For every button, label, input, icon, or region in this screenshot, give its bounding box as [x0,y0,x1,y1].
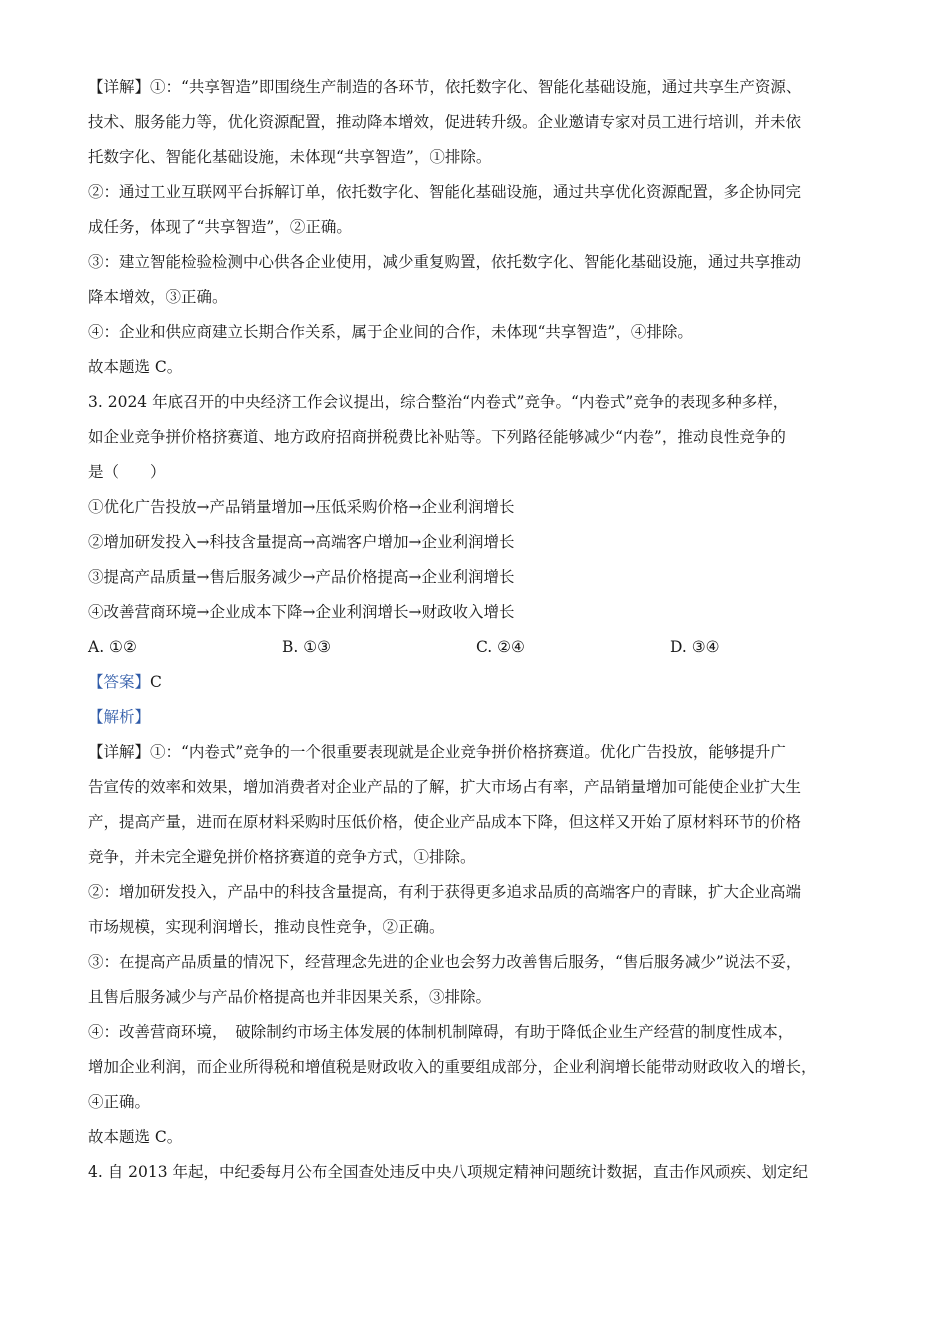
detail-line: 告宣传的效率和效果，增加消费者对企业产品的了解，扩大市场占有率，产品销量增加可能使企业扩大生 [88,778,802,796]
answer-label: 【答案】 [88,673,151,691]
question-stem: 是（ ） [88,463,166,481]
detail-line: 且售后服务减少与产品价格提高也并非因果关系，③排除。 [88,988,492,1006]
detail-line: 成任务，体现了“共享智造”，②正确。 [88,218,352,236]
detail-line: 降本增效，③正确。 [88,288,228,306]
answer-value: C [150,673,162,691]
detail-line: 【详解】①：“共享智造”即围绕生产制造的各环节，依托数字化、智能化基础设施，通过共享生产资源、 [88,78,802,96]
answer-options [88,630,864,665]
detail-line: ④正确。 [88,1093,151,1111]
question-stem: 3. 2024 年底召开的中央经济工作会议提出，综合整治“内卷式”竞争。“内卷式”竞争的表现多种多样， [88,393,789,411]
detail-line: ③：建立智能检验检测中心供各企业使用，减少重复购置，依托数字化、智能化基础设施，通过共享推动 [88,253,802,271]
question-stem: 4. 自 2013 年起，中纪委每月公布全国查处违反中央八项规定精神问题统计数据，直击作风顽疾、划定纪 [88,1163,809,1181]
detail-line: 竞争，并未完全避免拼价格挤赛道的竞争方式，①排除。 [88,848,476,866]
detail-line: 【详解】①：“内卷式”竞争的一个很重要表现就是企业竞争拼价格挤赛道。优化广告投放，能够提升广 [88,743,786,761]
statement-item: ③提高产品质量→售后服务减少→产品价格提高→企业利润增长 [88,568,515,586]
detail-line: ④：企业和供应商建立长期合作关系，属于企业间的合作，未体现“共享智造”，④排除。 [88,323,693,341]
detail-line: ③：在提高产品质量的情况下，经营理念先进的企业也会努力改善售后服务，“售后服务减少”说法不妥， [88,953,802,971]
option-a: A. ①② [88,638,137,656]
option-d: D. ③④ [670,638,720,656]
detail-line: ②：通过工业互联网平台拆解订单，依托数字化、智能化基础设施，通过共享优化资源配置，多企协同完 [88,183,802,201]
statement-item: ①优化广告投放→产品销量增加→压低采购价格→企业利润增长 [88,498,515,516]
conclusion-line: 故本题选 C。 [88,1128,183,1146]
option-c: C. ②④ [476,638,525,656]
statement-item: ④改善营商环境→企业成本下降→企业利润增长→财政收入增长 [88,603,515,621]
q2-detail-section [88,70,864,385]
conclusion-line: 故本题选 C。 [88,358,183,376]
statement-item: ②增加研发投入→科技含量提高→高端客户增加→企业利润增长 [88,533,515,551]
analysis-label: 【解析】 [88,708,151,726]
detail-line: 产，提高产量，进而在原材料采购时压低价格，使企业产品成本下降，但这样又开始了原材料环节的价格 [88,813,802,831]
question-stem: 如企业竞争拼价格挤赛道、地方政府招商拼税费比补贴等。下列路径能够减少“内卷”，推动良性竞争的 [88,428,786,446]
detail-line: 市场规模，实现利润增长，推动良性竞争，②正确。 [88,918,445,936]
detail-line: 增加企业利润，而企业所得税和增值税是财政收入的重要组成部分，企业利润增长能带动财政收入的增长， [88,1058,817,1076]
question-4 [88,1155,864,1190]
detail-line: ④：改善营商环境， 破除制约市场主体发展的体制机制障碍，有助于降低企业生产经营的制度性成本， [88,1023,794,1041]
option-b: B. ①③ [282,638,332,656]
detail-line: 托数字化、智能化基础设施，未体现“共享智造”，①排除。 [88,148,492,166]
question-3 [88,385,864,1155]
answer-line [88,665,864,700]
detail-line: ②：增加研发投入，产品中的科技含量提高，有利于获得更多追求品质的高端客户的青睐，扩大企业高端 [88,883,802,901]
detail-line: 技术、服务能力等，优化资源配置，推动降本增效，促进转升级。企业邀请专家对员工进行培训，并未依 [88,113,802,131]
